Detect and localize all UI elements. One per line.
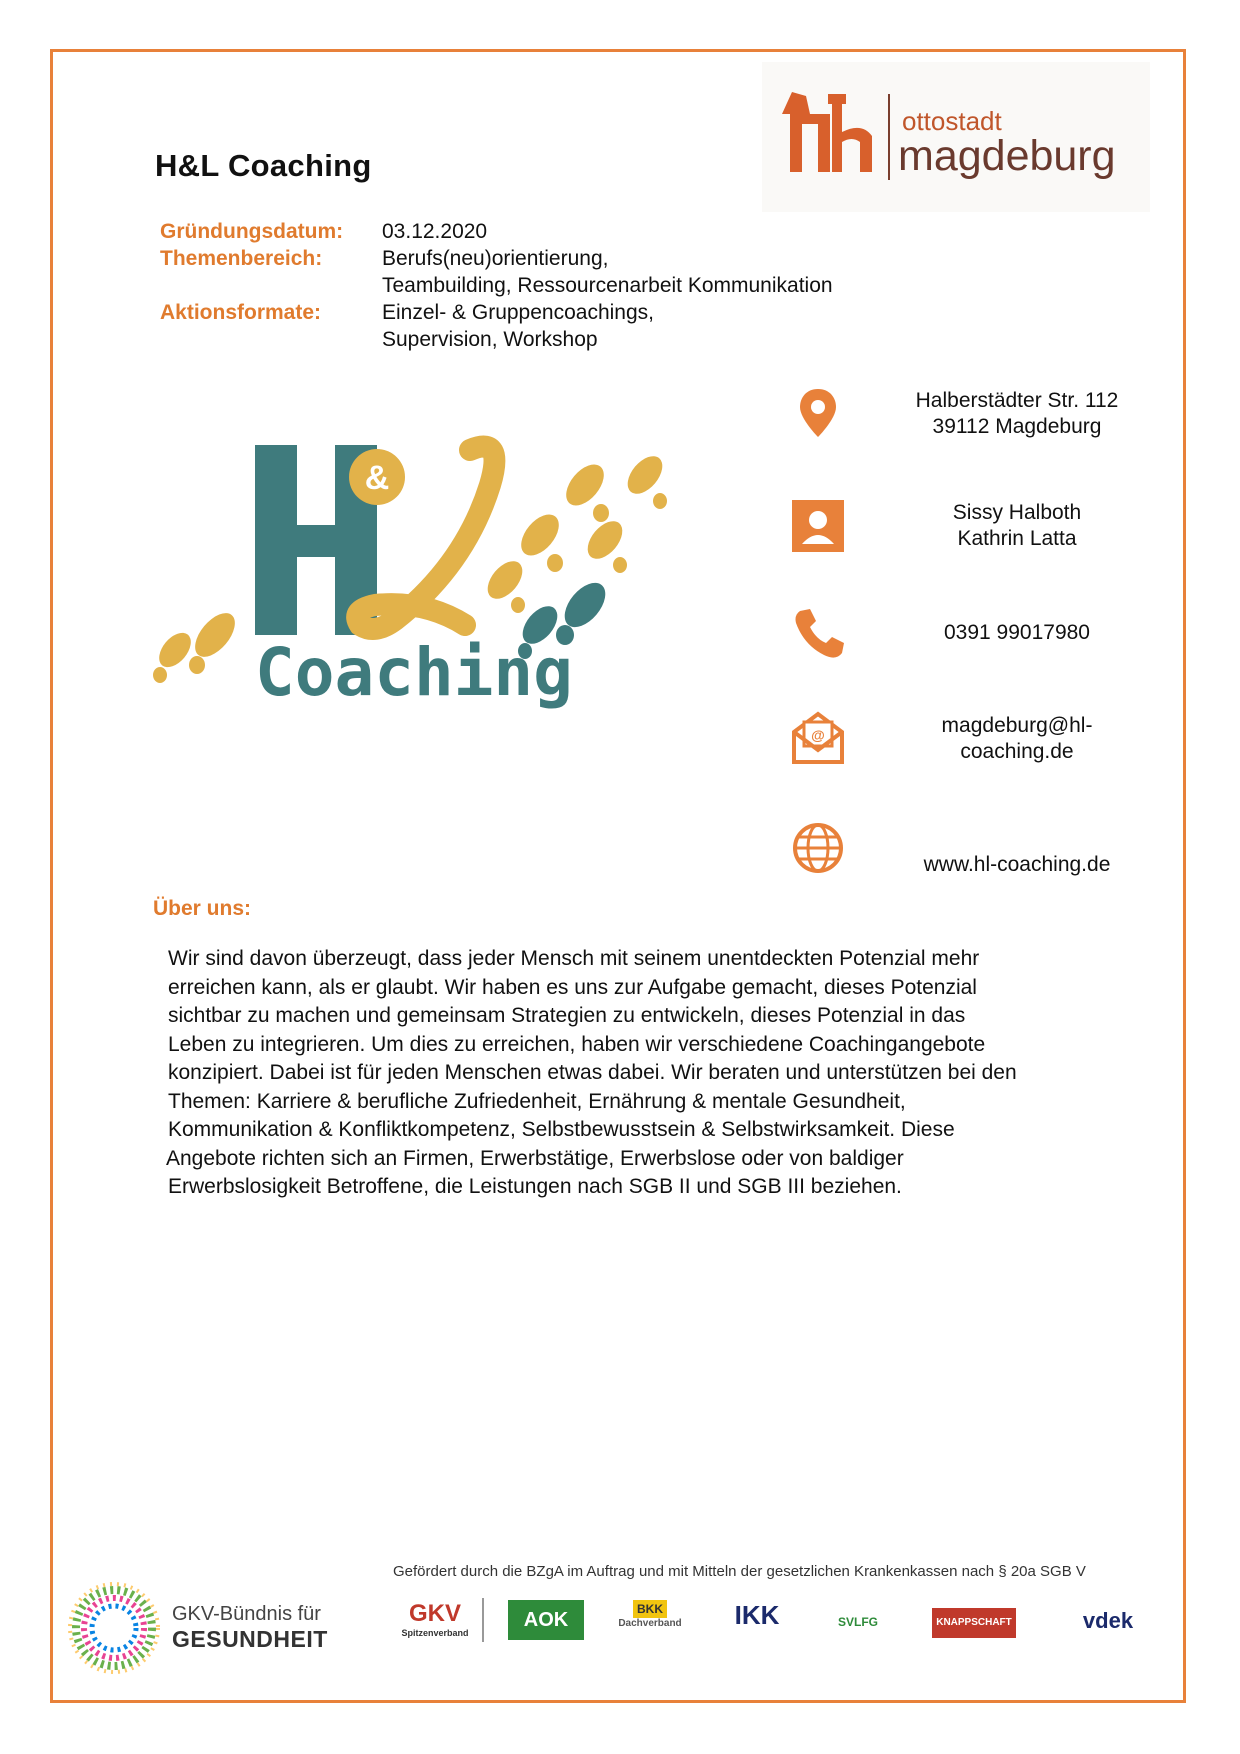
about-line: Erwerbslosigkeit Betroffene, die Leistungen nach SGB II und SGB III beziehen. (168, 1175, 902, 1198)
partner-gkv-spitzenverband: GKV Spitzenverband (401, 1600, 469, 1638)
address-city: 39112 Magdeburg (932, 415, 1102, 438)
fact-value: Teambuilding, Ressourcenarbeit Kommunikation (382, 274, 833, 297)
person-icon (790, 498, 846, 554)
address-street: Halberstädter Str. 112 (915, 389, 1119, 412)
about-line: Leben zu integrieren. Um dies zu erreichen, haben wir verschiedene Coachingangebote (168, 1032, 986, 1056)
about-line: konzipiert. Dabei ist für jeden Menschen etwas dabei. Wir beraten und unterstützen bei den (168, 1061, 1017, 1084)
contact-website[interactable]: www.hl-coaching.de (923, 853, 1111, 876)
fact-row-formats (160, 299, 833, 353)
about-heading: Über uns: (153, 897, 252, 920)
about-text (168, 945, 1088, 1202)
contact-email[interactable] (892, 713, 1142, 765)
email-part: magdeburg@hl- (941, 714, 1093, 737)
contact-address (892, 388, 1142, 440)
logo-line-magdeburg: magdeburg (898, 132, 1116, 180)
about-line: Themen: Karriere & berufliche Zufriedenheit, Ernährung & mentale Gesundheit, (168, 1089, 906, 1113)
fact-label: Gründungsdatum: (160, 220, 344, 243)
about-line: Wir sind davon überzeugt, dass jeder Mensch mit seinem unentdeckten Potenzial mehr (168, 947, 980, 970)
partner-ikk: IKK (734, 1600, 780, 1630)
svg-text:@: @ (811, 727, 825, 743)
fact-value: Einzel- & Gruppencoachings, (382, 301, 654, 324)
person-name: Sissy Halboth (952, 501, 1082, 524)
contact-persons (892, 500, 1142, 552)
partner-bkk: BKK Dachverband (618, 1602, 682, 1629)
about-line: Kommunikation & Konfliktkompetenz, Selbstbewusstsein & Selbstwirksamkeit. Diese (168, 1118, 955, 1141)
partner-divider (482, 1598, 484, 1642)
email-icon (790, 710, 846, 766)
about-line: erreichen kann, als er glaubt. Wir haben es uns zur Aufgabe gemacht, dieses Potenzial (168, 975, 977, 999)
fact-row-topics (160, 245, 833, 299)
funding-note: Gefördert durch die BZgA im Auftrag und mit Mitteln der gesetzlichen Krankenkassen nach § 20a SGB V (393, 1563, 1086, 1580)
page-title: H&L Coaching (155, 148, 372, 183)
about-line: Angebote richten sich an Firmen, Erwerbstätige, Erwerbslose oder von baldiger (166, 1146, 904, 1170)
fact-row-founding (160, 218, 833, 245)
fact-value: Supervision, Workshop (382, 328, 598, 351)
globe-icon (790, 820, 846, 876)
magdeburg-logo (762, 62, 1150, 212)
gkv-buendnis-logo-icon (64, 1578, 164, 1678)
fact-value: Berufs(neu)orientierung, (382, 247, 609, 270)
partner-vdek: vdek (1082, 1608, 1134, 1633)
partner-svlfg: SVLFG (837, 1615, 878, 1629)
contact-phone: 0391 99017980 (944, 621, 1090, 644)
logo-ampersand: & (364, 459, 390, 497)
hl-coaching-logo (145, 425, 765, 785)
facts-table (160, 218, 833, 353)
email-part: coaching.de (960, 740, 1074, 763)
location-pin-icon (790, 385, 846, 441)
logo-word-coaching: Coaching (255, 634, 573, 711)
partner-knappschaft: KNAPPSCHAFT (932, 1608, 1016, 1638)
person-name: Kathrin Latta (957, 527, 1077, 550)
gkv-line2: GESUNDHEIT (172, 1626, 328, 1652)
partner-aok: AOK (508, 1600, 584, 1640)
about-line: sichtbar zu machen und gemeinsam Strategien zu entwickeln, dieses Potenzial in das (168, 1004, 966, 1027)
logo-divider (888, 94, 890, 180)
fact-label: Themenbereich: (160, 247, 323, 270)
phone-icon (790, 605, 846, 661)
logo-line-ottostadt: ottostadt (902, 106, 1002, 136)
fact-label: Aktionsformate: (160, 301, 322, 324)
fact-value: 03.12.2020 (382, 220, 488, 243)
magdeburg-emblem-icon (762, 62, 888, 212)
gkv-line1: GKV-Bündnis für (172, 1603, 321, 1625)
